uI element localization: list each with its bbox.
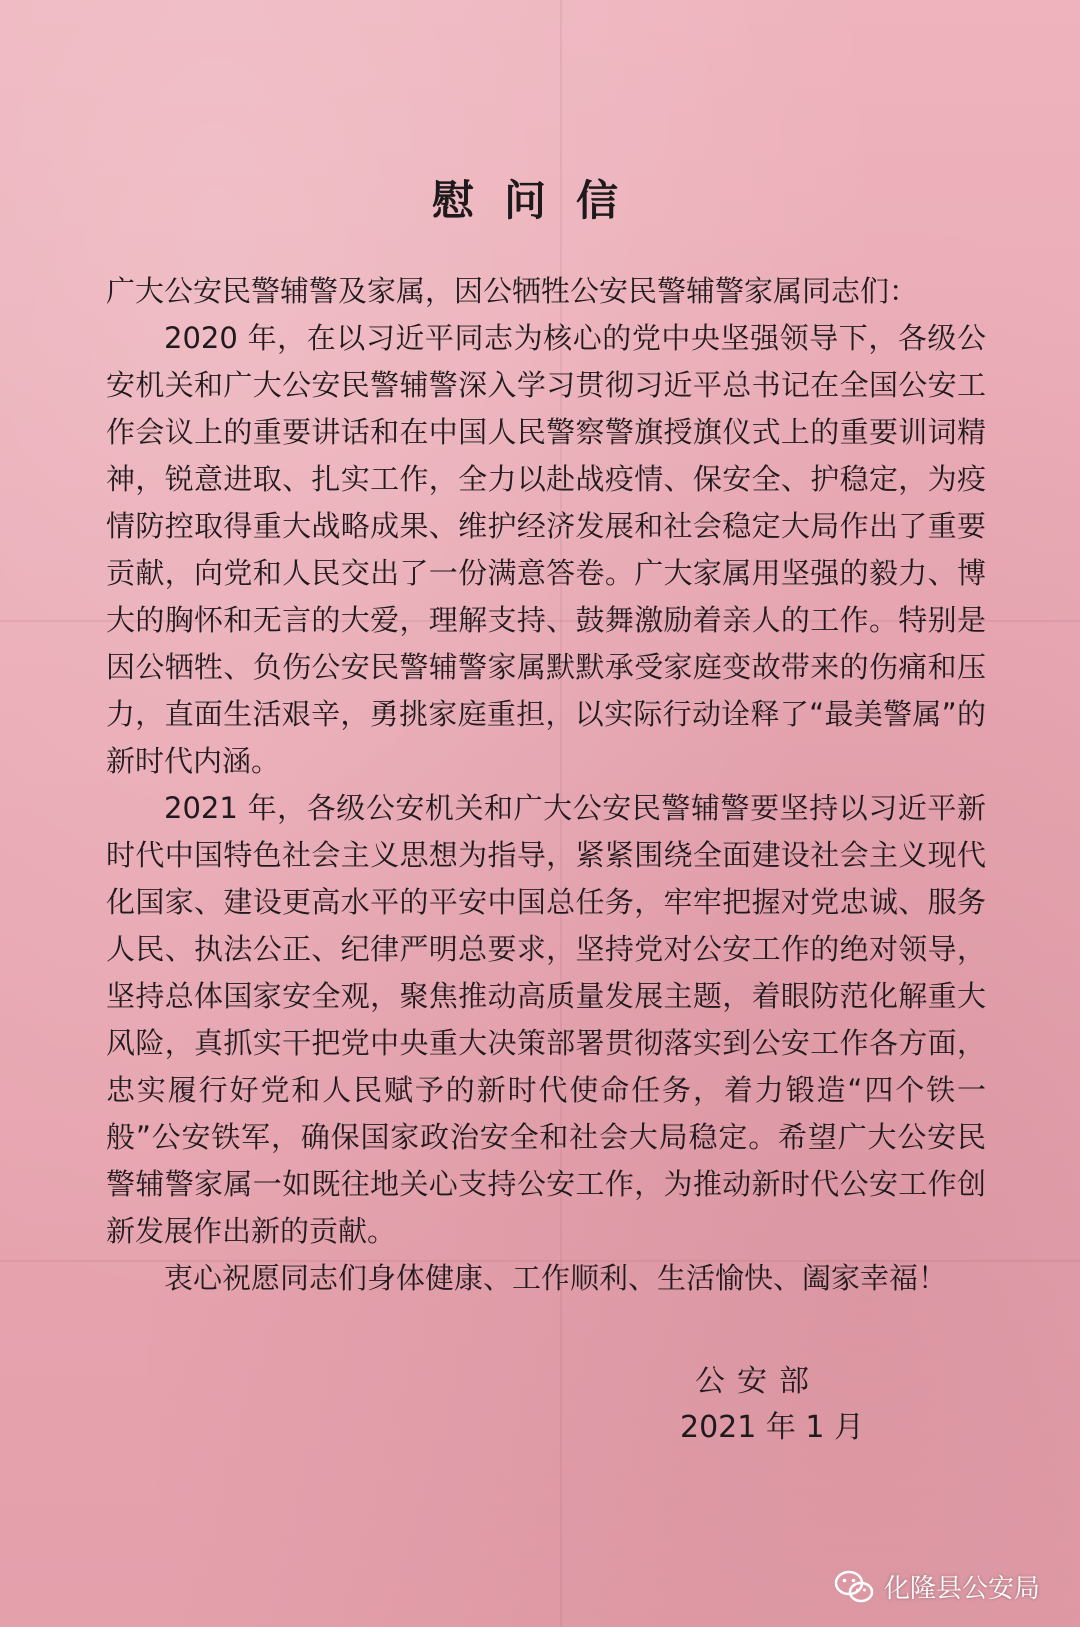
letter-body: [106, 268, 986, 1302]
letter-paragraph: 衷心祝愿同志们身体健康、工作顺利、生活愉快、阖家幸福！: [164, 1261, 948, 1295]
letter-paragraph: 2021 年，各级公安机关和广大公安民警辅警要坚持以习近平新时代中国特色社会主义思想为指导，紧紧围绕全面建设社会主义现代化国家、建设更高水平的平安中国总任务，牢牢把握对党忠诚、服务人民、执法公正、纪律严明总要求，坚持党对公安工作的绝对领导，坚持总体国家安全观，聚焦推动高质量发展主题，着眼防范化解重大风险，真抓实干把党中央重大决策部署贯彻落实到公安工作各方面，忠实履行好党和人民赋予的新时代使命任务，着力锻造“四个铁一般”公安铁军，确保国家政治安全和社会大局稳定。希望广大公安民警辅警家属一如既往地关心支持公安工作，为推动新时代公安工作创新发展作出新的贡献。: [106, 791, 986, 1248]
letter-title: 慰问信: [431, 176, 648, 225]
letter-salutation: 广大公安民警辅警及家属，因公牺牲公安民警辅警家属同志们：: [106, 274, 919, 308]
watermark: [834, 1568, 1040, 1605]
watermark-text: 化隆县公安局: [883, 1574, 1040, 1604]
letter-paragraph: 2020 年，在以习近平同志为核心的党中央坚强领导下，各级公安机关和广大公安民警辅警深入学习贯彻习近平总书记在全国公安工作会议上的重要讲话和在中国人民警察警旗授旗仪式上的重要训词精神，锐意进取、扎实工作，全力以赴战疫情、保安全、护稳定，为疫情防控取得重大战略成果、维护经济发展和社会稳定大局作出了重要贡献，向党和人民交出了一份满意答卷。广大家属用坚强的毅力、博大的胸怀和无言的大爱，理解支持、鼓舞激励着亲人的工作。特别是因公牺牲、负伤公安民警辅警家属默默承受家庭变故带来的伤痛和压力，直面生活艰辛，勇挑家庭重担，以实际行动诠释了“最美警属”的新时代内涵。: [106, 321, 986, 778]
wechat-icon: [834, 1570, 874, 1604]
signature-date: 2021 年 1 月: [680, 1410, 865, 1445]
signature-organization: 公安部: [695, 1364, 821, 1399]
